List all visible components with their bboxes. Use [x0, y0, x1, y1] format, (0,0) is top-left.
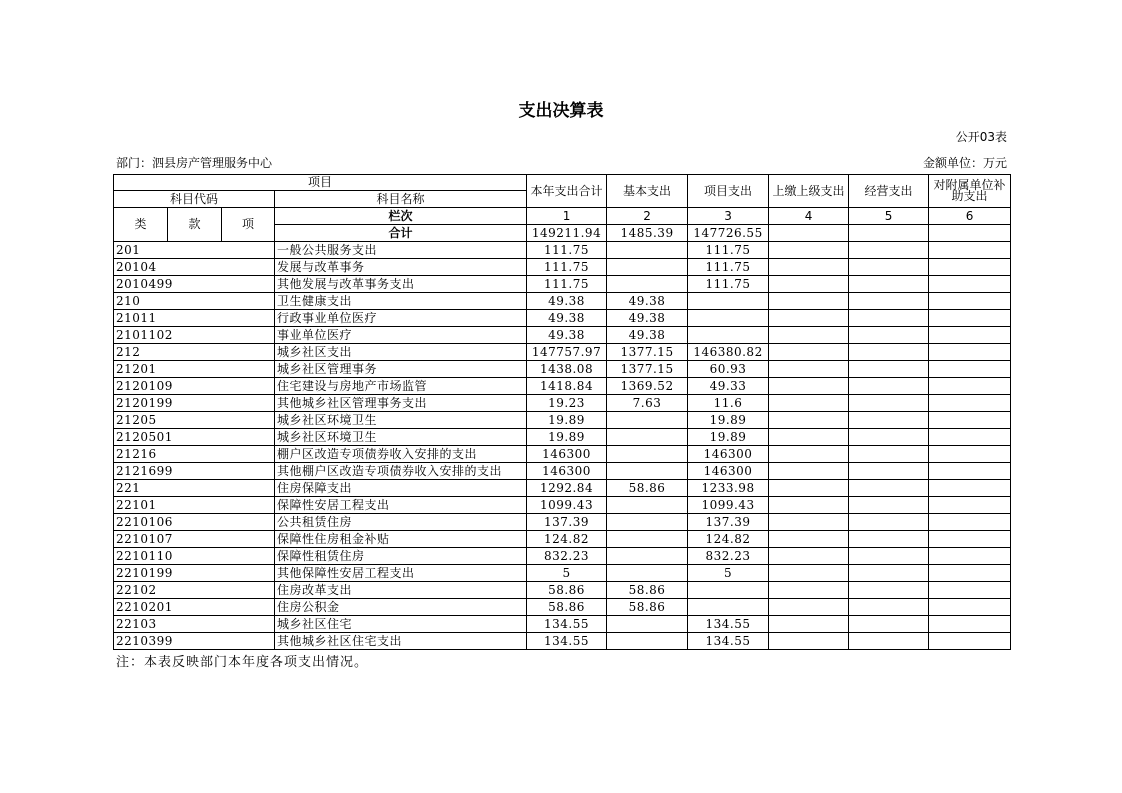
operating-expenditure-cell: [849, 548, 929, 565]
project-expenditure-cell: 1099.43: [688, 497, 769, 514]
table-row: [114, 514, 1011, 531]
basic-expenditure-cell: 49.38: [607, 310, 688, 327]
subsidy-cell: [929, 497, 1011, 514]
remit-superior-cell: [769, 565, 849, 582]
total-remit-superior: [769, 225, 849, 242]
total-expenditure-cell: 111.75: [527, 242, 607, 259]
total-expenditure-cell: 134.55: [527, 616, 607, 633]
operating-expenditure-cell: [849, 412, 929, 429]
table-row: [114, 599, 1011, 616]
project-expenditure-cell: 111.75: [688, 276, 769, 293]
subject-code: 21201: [114, 361, 275, 378]
subsidy-cell: [929, 361, 1011, 378]
table-row: [114, 497, 1011, 514]
subsidy-cell: [929, 582, 1011, 599]
remit-superior-cell: [769, 242, 849, 259]
basic-expenditure-cell: [607, 259, 688, 276]
total-expenditure-cell: 146300: [527, 463, 607, 480]
subject-name: 住房改革支出: [275, 582, 527, 599]
subsidy-cell: [929, 327, 1011, 344]
remit-superior-cell: [769, 582, 849, 599]
project-expenditure-cell: 146380.82: [688, 344, 769, 361]
remit-superior-cell: [769, 344, 849, 361]
project-expenditure-cell: 11.6: [688, 395, 769, 412]
subsidy-cell: [929, 480, 1011, 497]
table-row: [114, 242, 1011, 259]
total-expenditure-cell: 832.23: [527, 548, 607, 565]
subject-code: 21205: [114, 412, 275, 429]
table-row: [114, 344, 1011, 361]
total-expenditure-cell: 19.23: [527, 395, 607, 412]
table-row: [114, 293, 1011, 310]
subject-name: 住房公积金: [275, 599, 527, 616]
operating-expenditure-cell: [849, 327, 929, 344]
subsidy-cell: [929, 514, 1011, 531]
basic-expenditure-cell: [607, 429, 688, 446]
project-expenditure-cell: 19.89: [688, 412, 769, 429]
subject-code: 201: [114, 242, 275, 259]
table-row: [114, 378, 1011, 395]
subsidy-cell: [929, 242, 1011, 259]
subject-name: 城乡社区环境卫生: [275, 412, 527, 429]
subject-code: 2210110: [114, 548, 275, 565]
subject-name: 其他棚户区改造专项债券收入安排的支出: [275, 463, 527, 480]
subject-code: 21216: [114, 446, 275, 463]
project-expenditure-cell: 60.93: [688, 361, 769, 378]
remit-superior-cell: [769, 616, 849, 633]
basic-expenditure-cell: 7.63: [607, 395, 688, 412]
subject-name: 保障性住房租金补贴: [275, 531, 527, 548]
subject-code: 2120109: [114, 378, 275, 395]
basic-expenditure-cell: 1369.52: [607, 378, 688, 395]
subject-name: 城乡社区环境卫生: [275, 429, 527, 446]
basic-expenditure-cell: [607, 242, 688, 259]
remit-superior-cell: [769, 480, 849, 497]
subsidy-cell: [929, 565, 1011, 582]
remit-superior-cell: [769, 514, 849, 531]
operating-expenditure-cell: [849, 242, 929, 259]
total-expenditure-cell: 1418.84: [527, 378, 607, 395]
operating-expenditure-cell: [849, 633, 929, 650]
remit-superior-cell: [769, 276, 849, 293]
total-expenditure-cell: 49.38: [527, 310, 607, 327]
subject-name: 一般公共服务支出: [275, 242, 527, 259]
table-row: [114, 327, 1011, 344]
subject-code: 2120199: [114, 395, 275, 412]
subject-code: 221: [114, 480, 275, 497]
remit-superior-cell: [769, 497, 849, 514]
project-expenditure-cell: 49.33: [688, 378, 769, 395]
subject-code: 22101: [114, 497, 275, 514]
page-title: 支出决算表: [518, 101, 604, 121]
header-row-3: [114, 208, 1011, 225]
table-row: [114, 276, 1011, 293]
subsidy-cell: [929, 599, 1011, 616]
project-expenditure-cell: 137.39: [688, 514, 769, 531]
remit-superior-cell: [769, 548, 849, 565]
subsidy-cell: [929, 412, 1011, 429]
operating-expenditure-cell: [849, 599, 929, 616]
project-expenditure-cell: 146300: [688, 446, 769, 463]
operating-expenditure-cell: [849, 344, 929, 361]
col-number-6: 6: [929, 208, 1011, 225]
remit-superior-cell: [769, 310, 849, 327]
operating-expenditure-cell: [849, 429, 929, 446]
total-expenditure-cell: 58.86: [527, 599, 607, 616]
subject-name: 其他城乡社区住宅支出: [275, 633, 527, 650]
amount-unit-label: 金额单位：万元: [922, 156, 1007, 170]
basic-expenditure-cell: [607, 446, 688, 463]
header-operating-expenditure: 经营支出: [849, 175, 929, 208]
subject-name: 城乡社区住宅: [275, 616, 527, 633]
subsidy-cell: [929, 259, 1011, 276]
table-row: [114, 429, 1011, 446]
table-row: [114, 565, 1011, 582]
header-subject-name: 科目名称: [275, 191, 527, 208]
basic-expenditure-cell: [607, 412, 688, 429]
subject-code: 2210399: [114, 633, 275, 650]
total-basic: 1485.39: [607, 225, 688, 242]
subject-code: 22103: [114, 616, 275, 633]
project-expenditure-cell: 124.82: [688, 531, 769, 548]
basic-expenditure-cell: 1377.15: [607, 344, 688, 361]
total-expenditure-cell: 134.55: [527, 633, 607, 650]
subsidy-cell: [929, 310, 1011, 327]
remit-superior-cell: [769, 378, 849, 395]
subject-name: 卫生健康支出: [275, 293, 527, 310]
expenditure-table: [113, 174, 1011, 650]
subsidy-cell: [929, 463, 1011, 480]
basic-expenditure-cell: 58.86: [607, 582, 688, 599]
total-expenditure-cell: 146300: [527, 446, 607, 463]
remit-superior-cell: [769, 633, 849, 650]
header-subsidiary-subsidy: 对附属单位补助支出: [929, 175, 1011, 208]
operating-expenditure-cell: [849, 395, 929, 412]
total-expenditure-cell: 137.39: [527, 514, 607, 531]
basic-expenditure-cell: 1377.15: [607, 361, 688, 378]
project-expenditure-cell: [688, 599, 769, 616]
basic-expenditure-cell: [607, 548, 688, 565]
subsidy-cell: [929, 633, 1011, 650]
table-row: [114, 531, 1011, 548]
project-expenditure-cell: 1233.98: [688, 480, 769, 497]
basic-expenditure-cell: [607, 565, 688, 582]
subject-name: 其他城乡社区管理事务支出: [275, 395, 527, 412]
basic-expenditure-cell: [607, 616, 688, 633]
subject-code: 21011: [114, 310, 275, 327]
header-lei: 类: [114, 208, 168, 242]
operating-expenditure-cell: [849, 259, 929, 276]
subsidy-cell: [929, 276, 1011, 293]
header-row-1: [114, 175, 1011, 191]
subject-code: 22102: [114, 582, 275, 599]
remit-superior-cell: [769, 463, 849, 480]
operating-expenditure-cell: [849, 514, 929, 531]
subject-name: 住房保障支出: [275, 480, 527, 497]
table-row: [114, 412, 1011, 429]
total-operating: [849, 225, 929, 242]
total-expenditure-cell: 19.89: [527, 412, 607, 429]
table-row: [114, 616, 1011, 633]
remit-superior-cell: [769, 599, 849, 616]
table-row: [114, 582, 1011, 599]
total-expenditure-cell: 111.75: [527, 276, 607, 293]
project-expenditure-cell: 832.23: [688, 548, 769, 565]
subsidy-cell: [929, 616, 1011, 633]
table-row: [114, 633, 1011, 650]
total-expenditure-cell: 58.86: [527, 582, 607, 599]
table-row: [114, 361, 1011, 378]
total-expenditure-cell: 147757.97: [527, 344, 607, 361]
project-expenditure-cell: 5: [688, 565, 769, 582]
header-xiang: 项: [222, 208, 275, 242]
subject-name: 事业单位医疗: [275, 327, 527, 344]
subsidy-cell: [929, 344, 1011, 361]
subject-code: 2010499: [114, 276, 275, 293]
basic-expenditure-cell: [607, 514, 688, 531]
header-basic-expenditure: 基本支出: [607, 175, 688, 208]
operating-expenditure-cell: [849, 463, 929, 480]
subject-name: 城乡社区管理事务: [275, 361, 527, 378]
subsidy-cell: [929, 293, 1011, 310]
total-expenditure-cell: 124.82: [527, 531, 607, 548]
subject-name: 保障性租赁住房: [275, 548, 527, 565]
remit-superior-cell: [769, 327, 849, 344]
total-subsidy: [929, 225, 1011, 242]
subject-code: 212: [114, 344, 275, 361]
subsidy-cell: [929, 446, 1011, 463]
project-expenditure-cell: 146300: [688, 463, 769, 480]
operating-expenditure-cell: [849, 582, 929, 599]
subject-name: 发展与改革事务: [275, 259, 527, 276]
header-remit-superior: 上缴上级支出: [769, 175, 849, 208]
remit-superior-cell: [769, 259, 849, 276]
operating-expenditure-cell: [849, 531, 929, 548]
table-row: [114, 480, 1011, 497]
operating-expenditure-cell: [849, 276, 929, 293]
form-number: 公开03表: [955, 130, 1007, 144]
header-project-expenditure: 项目支出: [688, 175, 769, 208]
operating-expenditure-cell: [849, 378, 929, 395]
project-expenditure-cell: [688, 327, 769, 344]
header-subject-code: 科目代码: [114, 191, 275, 208]
subject-code: 2101102: [114, 327, 275, 344]
basic-expenditure-cell: [607, 463, 688, 480]
subject-code: 2121699: [114, 463, 275, 480]
project-expenditure-cell: [688, 310, 769, 327]
remit-superior-cell: [769, 429, 849, 446]
total-expenditure: 149211.94: [527, 225, 607, 242]
project-expenditure-cell: [688, 293, 769, 310]
operating-expenditure-cell: [849, 446, 929, 463]
subject-code: 2210107: [114, 531, 275, 548]
subsidy-cell: [929, 378, 1011, 395]
operating-expenditure-cell: [849, 361, 929, 378]
subject-name: 公共租赁住房: [275, 514, 527, 531]
operating-expenditure-cell: [849, 310, 929, 327]
subject-name: 其他保障性安居工程支出: [275, 565, 527, 582]
project-expenditure-cell: 134.55: [688, 616, 769, 633]
total-expenditure-cell: 1438.08: [527, 361, 607, 378]
subject-name: 行政事业单位医疗: [275, 310, 527, 327]
subject-code: 20104: [114, 259, 275, 276]
basic-expenditure-cell: 49.38: [607, 327, 688, 344]
operating-expenditure-cell: [849, 497, 929, 514]
total-expenditure-cell: 1099.43: [527, 497, 607, 514]
basic-expenditure-cell: [607, 497, 688, 514]
subject-name: 城乡社区支出: [275, 344, 527, 361]
basic-expenditure-cell: 58.86: [607, 599, 688, 616]
table-row: [114, 395, 1011, 412]
subject-name: 棚户区改造专项债券收入安排的支出: [275, 446, 527, 463]
remit-superior-cell: [769, 531, 849, 548]
subject-code: 210: [114, 293, 275, 310]
col-number-3: 3: [688, 208, 769, 225]
total-project: 147726.55: [688, 225, 769, 242]
operating-expenditure-cell: [849, 480, 929, 497]
remit-superior-cell: [769, 446, 849, 463]
operating-expenditure-cell: [849, 565, 929, 582]
project-expenditure-cell: 19.89: [688, 429, 769, 446]
header-item: 项目: [114, 175, 527, 191]
subject-name: 住宅建设与房地产市场监管: [275, 378, 527, 395]
basic-expenditure-cell: 49.38: [607, 293, 688, 310]
subject-name: 其他发展与改革事务支出: [275, 276, 527, 293]
subject-code: 2210201: [114, 599, 275, 616]
total-expenditure-cell: 49.38: [527, 327, 607, 344]
subject-code: 2210199: [114, 565, 275, 582]
operating-expenditure-cell: [849, 293, 929, 310]
footnote: 注：本表反映部门本年度各项支出情况。: [116, 655, 369, 670]
col-number-4: 4: [769, 208, 849, 225]
department-label: 部门：泗县房产管理服务中心: [116, 156, 273, 170]
project-expenditure-cell: 134.55: [688, 633, 769, 650]
total-expenditure-cell: 111.75: [527, 259, 607, 276]
remit-superior-cell: [769, 395, 849, 412]
basic-expenditure-cell: 58.86: [607, 480, 688, 497]
basic-expenditure-cell: [607, 633, 688, 650]
header-lanci: 栏次: [275, 208, 527, 225]
subject-code: 2210106: [114, 514, 275, 531]
subsidy-cell: [929, 531, 1011, 548]
col-number-2: 2: [607, 208, 688, 225]
basic-expenditure-cell: [607, 276, 688, 293]
project-expenditure-cell: [688, 582, 769, 599]
project-expenditure-cell: 111.75: [688, 259, 769, 276]
total-expenditure-cell: 19.89: [527, 429, 607, 446]
project-expenditure-cell: 111.75: [688, 242, 769, 259]
remit-superior-cell: [769, 412, 849, 429]
table-row: [114, 259, 1011, 276]
table-row: [114, 463, 1011, 480]
header-kuan: 款: [168, 208, 222, 242]
operating-expenditure-cell: [849, 616, 929, 633]
header-total-expenditure: 本年支出合计: [527, 175, 607, 208]
subject-name: 保障性安居工程支出: [275, 497, 527, 514]
table-row: [114, 548, 1011, 565]
basic-expenditure-cell: [607, 531, 688, 548]
total-expenditure-cell: 1292.84: [527, 480, 607, 497]
remit-superior-cell: [769, 293, 849, 310]
subsidy-cell: [929, 429, 1011, 446]
table-row: [114, 310, 1011, 327]
subsidy-cell: [929, 395, 1011, 412]
col-number-1: 1: [527, 208, 607, 225]
remit-superior-cell: [769, 361, 849, 378]
total-expenditure-cell: 49.38: [527, 293, 607, 310]
subsidy-cell: [929, 548, 1011, 565]
table-row: [114, 446, 1011, 463]
subject-code: 2120501: [114, 429, 275, 446]
total-expenditure-cell: 5: [527, 565, 607, 582]
total-label: 合计: [275, 225, 527, 242]
col-number-5: 5: [849, 208, 929, 225]
